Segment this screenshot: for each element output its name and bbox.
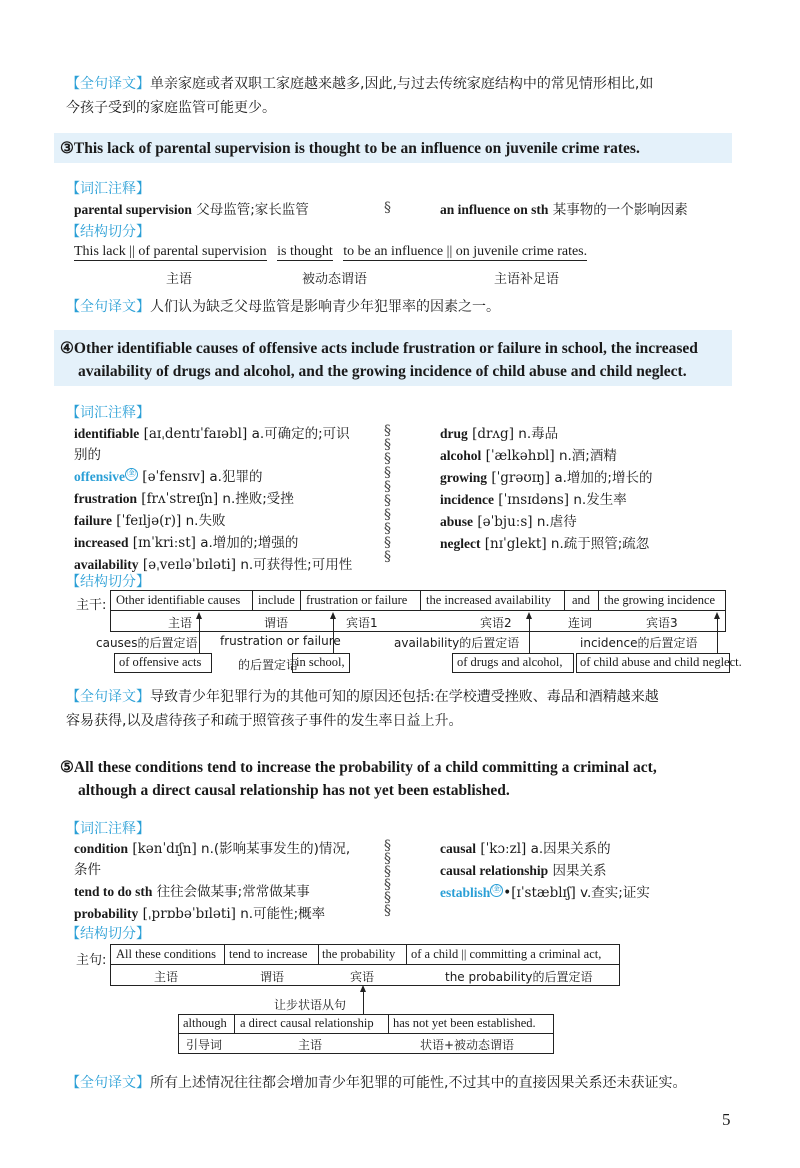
- vocab-item: growing [ˈgrəʊɪŋ] a.增加的;增长的: [440, 470, 653, 486]
- s3-vocab-item: parental supervision 父母监管;家长监管: [74, 202, 309, 218]
- vocab-item: drug [drʌg] n.毒品: [440, 426, 559, 442]
- s4-role: 连词: [568, 616, 593, 630]
- s3-role-complement: 主语补足语: [494, 272, 560, 287]
- s4-note: availability的后置定语: [394, 636, 520, 650]
- s5-role: 宾语: [350, 970, 375, 984]
- s5-sub-predicate: has not yet been established.: [393, 1016, 536, 1030]
- s4-vocab-label: 【词汇注释】: [66, 405, 150, 421]
- arrow-up-icon: [196, 612, 202, 619]
- vocab-item: abuse [əˈbjuːs] n.虐待: [440, 514, 577, 530]
- s5-sub-intro: although: [183, 1016, 227, 1030]
- s5-sub-role: 状语+被动态谓语: [420, 1038, 515, 1052]
- s4-note: causes的后置定语: [96, 636, 198, 650]
- s5-role: 主语: [154, 970, 179, 984]
- vocab-item: identifiable [aɪˌdentɪˈfaɪəbl] a.可确定的;可识: [74, 426, 350, 442]
- arrow-up-icon: [714, 612, 720, 619]
- s5-main-attr: of a child || committing a criminal act,: [411, 947, 602, 961]
- vocab-item: causal relationship 因果关系: [440, 863, 607, 879]
- s5-main-object: the probability: [322, 947, 396, 961]
- s5-sub-subject: a direct causal relationship: [240, 1016, 374, 1030]
- vocab-item: failure [ˈfeɪljə(r)] n.失败: [74, 513, 226, 529]
- s4-role: 谓语: [264, 616, 289, 630]
- s4-role: 主语: [168, 616, 193, 630]
- s4-main-label: 主干:: [76, 598, 107, 613]
- s4-role: 宾语3: [646, 616, 678, 630]
- page-number: 5: [722, 1110, 731, 1129]
- s5-sub-role: 引导词: [186, 1038, 223, 1052]
- s4-sentence: ④Other identifiable causes of offensive acts include frustration or failure in school, the increased availability of drugs and alcohol, and the growing incidence of child abuse and child neglect.: [60, 340, 698, 380]
- s4-mod: of offensive acts: [119, 655, 202, 669]
- s4-vocab-left: [74, 423, 352, 576]
- s4-mod: of drugs and alcohol,: [457, 655, 563, 669]
- squiggle-divider: §: [384, 200, 391, 216]
- vocab-item: alcohol [ˈælkəhɒl] n.酒;酒精: [440, 448, 617, 464]
- s4-main-predicate: include: [258, 593, 295, 607]
- s3-structure-label: 【结构切分】: [66, 224, 150, 240]
- squiggle-divider: § § § § § §: [384, 838, 391, 919]
- s3-vocab-item: an influence on sth 某事物的一个影响因素: [440, 202, 688, 218]
- s3-role-subject: 主语: [166, 272, 193, 287]
- exam-frequency-icon: ㊎: [126, 468, 136, 479]
- s3-role-predicate: 被动态谓语: [302, 272, 368, 287]
- s4-translation: 【全句译文】导致青少年犯罪行为的其他可知的原因还包括:在学校遭受挫败、毒品和酒精越来越 容易获得,以及虐待孩子和疏于照管孩子事件的发生率日益上升。: [66, 689, 659, 729]
- exam-frequency-icon: ㊎: [492, 884, 502, 895]
- s5-vocab-label: 【词汇注释】: [66, 821, 150, 837]
- s4-role: 宾语2: [480, 616, 512, 630]
- s5-translation: 【全句译文】所有上述情况往往都会增加青少年犯罪的可能性,不过其中的直接因果关系还未获证实。: [66, 1075, 687, 1091]
- s3-translation: 【全句译文】人们认为缺乏父母监管是影响青少年犯罪率的因素之一。: [66, 299, 500, 315]
- s4-main-object2: the increased availability: [426, 593, 551, 607]
- vocab-item: incidence [ˈɪnsɪdəns] n.发生率: [440, 492, 627, 508]
- s4-mod: in school,: [296, 655, 345, 669]
- s5-main-label: 主句:: [76, 953, 107, 968]
- s5-vocab-left: [74, 838, 350, 925]
- arrow-up-icon: [360, 985, 366, 992]
- s5-vocab-right: [440, 838, 650, 904]
- s4-main-conj: and: [572, 593, 591, 607]
- vocab-item: condition [kənˈdɪʃn] n.(影响某事发生的)情况,: [74, 841, 351, 857]
- s3-sentence: ③This lack of parental supervision is thought to be an influence on juvenile crime rates.: [60, 140, 640, 157]
- vocab-item: probability [ˌprɒbəˈbɪləti] n.可能性;概率: [74, 906, 326, 922]
- vocab-item: neglect [nɪˈglekt] n.疏于照管;疏忽: [440, 536, 650, 552]
- s5-clause-label: 让步状语从句: [274, 998, 347, 1012]
- s5-sub-role: 主语: [298, 1038, 323, 1052]
- s4-mod: of child abuse and child neglect.: [580, 655, 742, 669]
- vocab-item: causal [ˈkɔːzl] a.因果关系的: [440, 841, 611, 857]
- s5-main-subject: All these conditions: [116, 947, 216, 961]
- s3-segmentation: This lack || of parental supervision is thought to be an influence || on juvenile crime rates.: [74, 244, 588, 259]
- s4-main-subject: Other identifiable causes: [116, 593, 241, 607]
- s4-vocab-right: [440, 423, 652, 555]
- s5-role: 谓语: [260, 970, 285, 984]
- vocab-item: 条件: [74, 862, 101, 878]
- s5-sentence: ⑤All these conditions tend to increase the probability of a child committing a criminal act, although a direct causal relationship has not yet been established.: [60, 759, 657, 799]
- vocab-item: offensive ㊎ [əˈfensɪv] a.犯罪的: [74, 468, 263, 485]
- s4-role: 宾语1: [346, 616, 378, 630]
- vocab-item: availability [əˌveɪləˈbɪləti] n.可获得性;可用性: [74, 557, 353, 573]
- s4-note: frustration or failure: [220, 634, 341, 648]
- vocab-item: establish ㊎ •[ɪˈstæblɪʃ] v.查实;证实: [440, 884, 650, 901]
- vocab-item: 别的: [74, 447, 101, 463]
- s3-vocab-label: 【词汇注释】: [66, 181, 150, 197]
- vocab-item: increased [ɪnˈkriːst] a.增加的;增强的: [74, 535, 299, 551]
- squiggle-divider: § § § § § § § § § §: [384, 423, 391, 565]
- arrow-up-icon: [330, 612, 336, 619]
- s4-note: incidence的后置定语: [580, 636, 698, 650]
- s4-main-object1: frustration or failure: [306, 593, 408, 607]
- s2-translation: 【全句译文】单亲家庭或者双职工家庭越来越多,因此,与过去传统家庭结构中的常见情形相比,如 今孩子受到的家庭监管可能更少。: [66, 76, 654, 116]
- arrow-up-icon: [526, 612, 532, 619]
- s4-note: 的后置定语: [238, 658, 299, 672]
- s5-structure-label: 【结构切分】: [66, 926, 150, 942]
- s4-main-object3: the growing incidence: [604, 593, 716, 607]
- s5-role: the probability的后置定语: [445, 970, 593, 984]
- vocab-item: frustration [frʌˈstreɪʃn] n.挫败;受挫: [74, 491, 294, 507]
- s4-structure-label: 【结构切分】: [66, 574, 150, 590]
- s5-main-predicate: tend to increase: [229, 947, 308, 961]
- translation-label: 【全句译文】: [66, 76, 150, 92]
- vocab-item: tend to do sth 往往会做某事;常常做某事: [74, 884, 310, 900]
